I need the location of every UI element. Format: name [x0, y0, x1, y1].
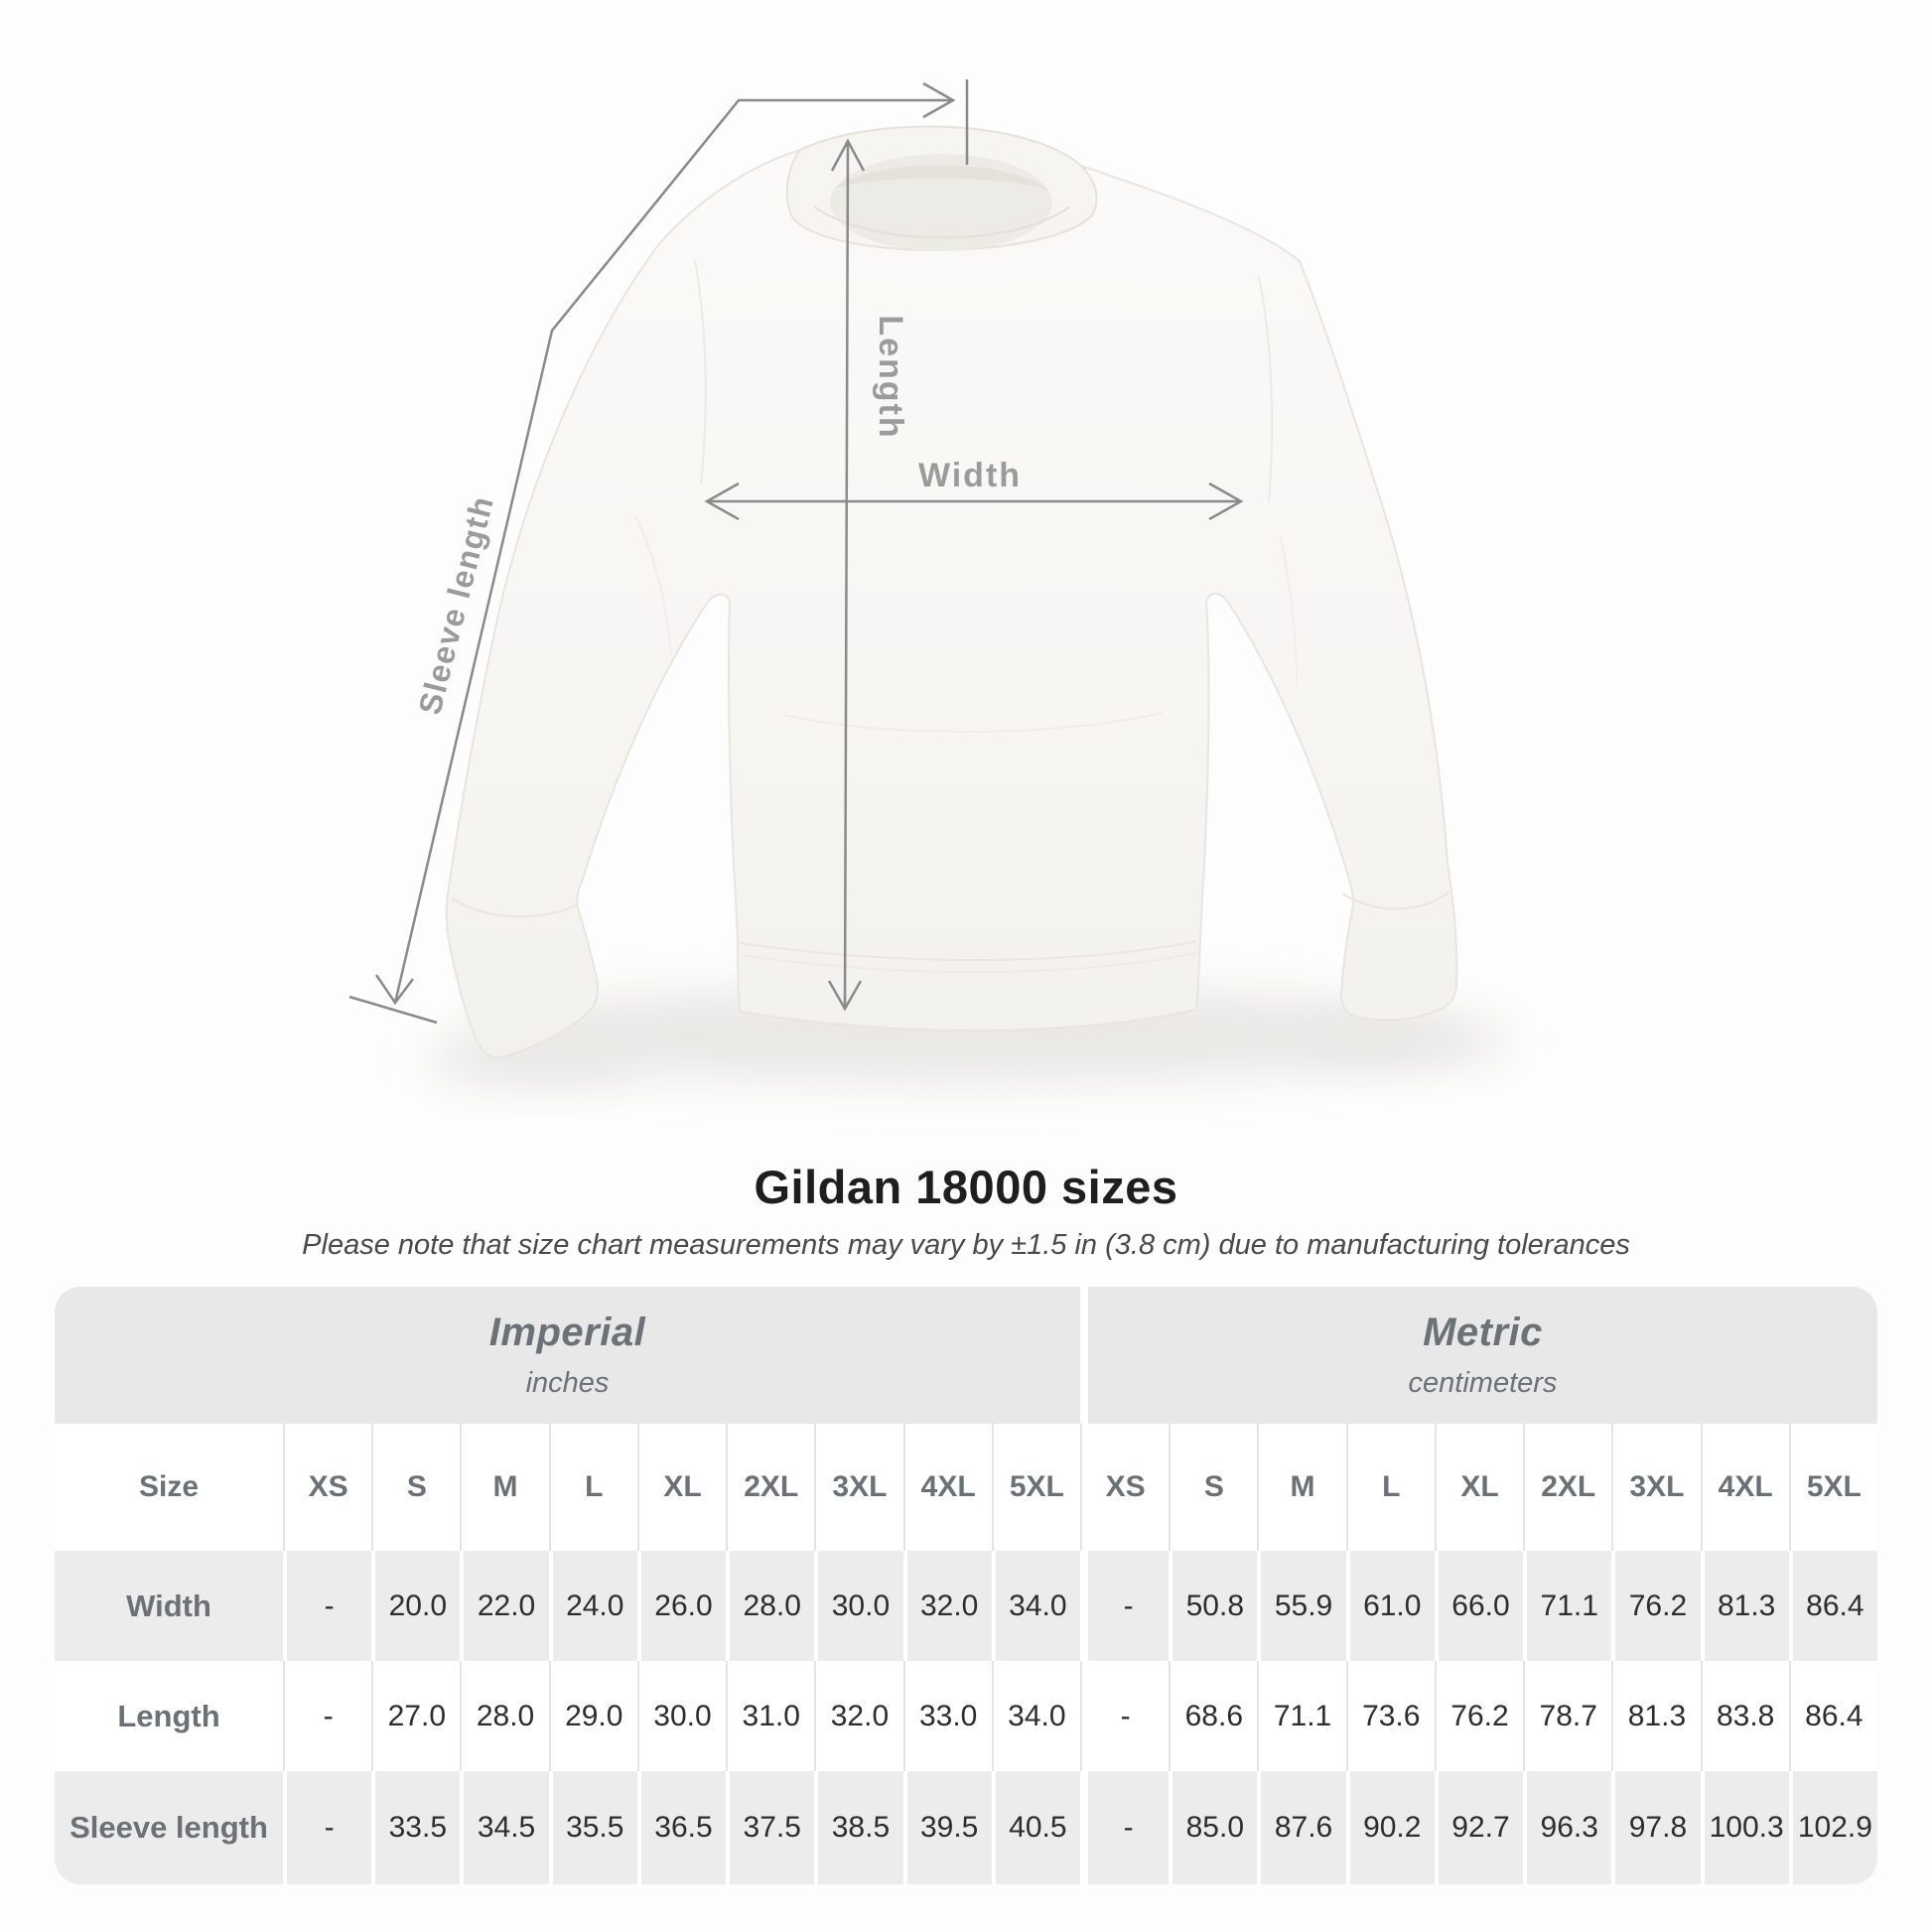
table-cell: 81.3: [1611, 1661, 1700, 1771]
table-cell: 68.6: [1169, 1661, 1257, 1771]
table-cell: 85.0: [1169, 1771, 1257, 1884]
table-cell: 30.0: [814, 1551, 902, 1661]
table-cell: -: [283, 1551, 371, 1661]
group-label: Metric: [1423, 1311, 1543, 1354]
size-chart-title: Gildan 18000 sizes: [754, 1161, 1178, 1213]
table-cell: 71.1: [1523, 1551, 1611, 1661]
size-column-header: 2XL: [726, 1424, 814, 1551]
table-cell: -: [1080, 1551, 1169, 1661]
table-cell: 34.0: [992, 1551, 1080, 1661]
size-column-header: S: [371, 1424, 460, 1551]
row-label: Length: [55, 1661, 283, 1771]
size-column-header: XS: [1080, 1424, 1169, 1551]
table-cell: 66.0: [1435, 1551, 1523, 1661]
table-cell: 32.0: [814, 1661, 902, 1771]
size-column-header: S: [1169, 1424, 1257, 1551]
table-cell: 22.0: [460, 1551, 548, 1661]
size-column-header: 3XL: [1611, 1424, 1700, 1551]
cuff-shadow-right: [1291, 1015, 1509, 1066]
sweatshirt-illustration: [447, 126, 1457, 1057]
table-cell: 38.5: [814, 1771, 902, 1884]
table-cell: -: [283, 1661, 371, 1771]
table-cell: 73.6: [1346, 1661, 1435, 1771]
table-cell: 39.5: [903, 1771, 992, 1884]
table-cell: 100.3: [1701, 1771, 1789, 1884]
size-column-header: XL: [1435, 1424, 1523, 1551]
table-cell: 31.0: [726, 1661, 814, 1771]
width-label: Width: [917, 457, 1023, 494]
table-cell: 97.8: [1611, 1771, 1700, 1884]
size-column-label: Size: [55, 1424, 283, 1551]
table-cell: 24.0: [549, 1551, 637, 1661]
table-cell: 35.5: [549, 1771, 637, 1884]
size-column-header: XL: [637, 1424, 726, 1551]
group-label: Imperial: [488, 1311, 646, 1354]
size-column-header: L: [1346, 1424, 1435, 1551]
table-cell: 28.0: [460, 1661, 548, 1771]
table-cell: -: [283, 1771, 371, 1884]
table-cell: 90.2: [1346, 1771, 1435, 1884]
imperial-group-header: [55, 1287, 1080, 1424]
table-cell: 83.8: [1701, 1661, 1789, 1771]
table-cell: -: [1080, 1771, 1169, 1884]
size-column-header: M: [460, 1424, 548, 1551]
size-chart-note: Please note that size chart measurements may vary by ±1.5 in (3.8 cm) due to manufacturing tolerances: [302, 1229, 1630, 1261]
table-cell: 33.0: [903, 1661, 992, 1771]
table-cell: 28.0: [726, 1551, 814, 1661]
table-cell: 32.0: [903, 1551, 992, 1661]
table-cell: 27.0: [371, 1661, 460, 1771]
table-cell: 29.0: [549, 1661, 637, 1771]
size-column-header: M: [1257, 1424, 1345, 1551]
table-cell: 40.5: [992, 1771, 1080, 1884]
sleeve-length-label: Sleeve length: [411, 491, 501, 719]
table-cell: 86.4: [1789, 1661, 1877, 1771]
table-cell: 78.7: [1523, 1661, 1611, 1771]
size-column-header: XS: [283, 1424, 371, 1551]
table-cell: 26.0: [637, 1551, 726, 1661]
table-cell: 81.3: [1701, 1551, 1789, 1661]
size-column-header: 2XL: [1523, 1424, 1611, 1551]
table-cell: 20.0: [371, 1551, 460, 1661]
size-column-header: L: [549, 1424, 637, 1551]
size-column-header: 4XL: [1701, 1424, 1789, 1551]
table-cell: 92.7: [1435, 1771, 1523, 1884]
size-column-header: 4XL: [903, 1424, 992, 1551]
table-cell: 96.3: [1523, 1771, 1611, 1884]
table-cell: 33.5: [371, 1771, 460, 1884]
table-cell: -: [1080, 1661, 1169, 1771]
size-column-header: 3XL: [814, 1424, 902, 1551]
size-column-header: 5XL: [992, 1424, 1080, 1551]
table-cell: 37.5: [726, 1771, 814, 1884]
table-cell: 71.1: [1257, 1661, 1345, 1771]
row-label: Sleeve length: [55, 1771, 283, 1884]
table-cell: 102.9: [1789, 1771, 1877, 1884]
metric-group-header: [1080, 1287, 1877, 1424]
table-cell: 30.0: [637, 1661, 726, 1771]
size-table: [55, 1287, 1877, 1884]
table-cell: 61.0: [1346, 1551, 1435, 1661]
table-cell: 76.2: [1611, 1551, 1700, 1661]
table-cell: 55.9: [1257, 1551, 1345, 1661]
group-unit-label: inches: [525, 1367, 610, 1399]
group-unit-label: centimeters: [1408, 1367, 1558, 1399]
table-cell: 36.5: [637, 1771, 726, 1884]
table-cell: 86.4: [1789, 1551, 1877, 1661]
table-cell: 76.2: [1435, 1661, 1523, 1771]
length-label: Length: [872, 315, 909, 440]
row-label: Width: [55, 1551, 283, 1661]
table-cell: 50.8: [1169, 1551, 1257, 1661]
size-column-header: 5XL: [1789, 1424, 1877, 1551]
table-cell: 87.6: [1257, 1771, 1345, 1884]
table-cell: 34.0: [992, 1661, 1080, 1771]
table-cell: 34.5: [460, 1771, 548, 1884]
